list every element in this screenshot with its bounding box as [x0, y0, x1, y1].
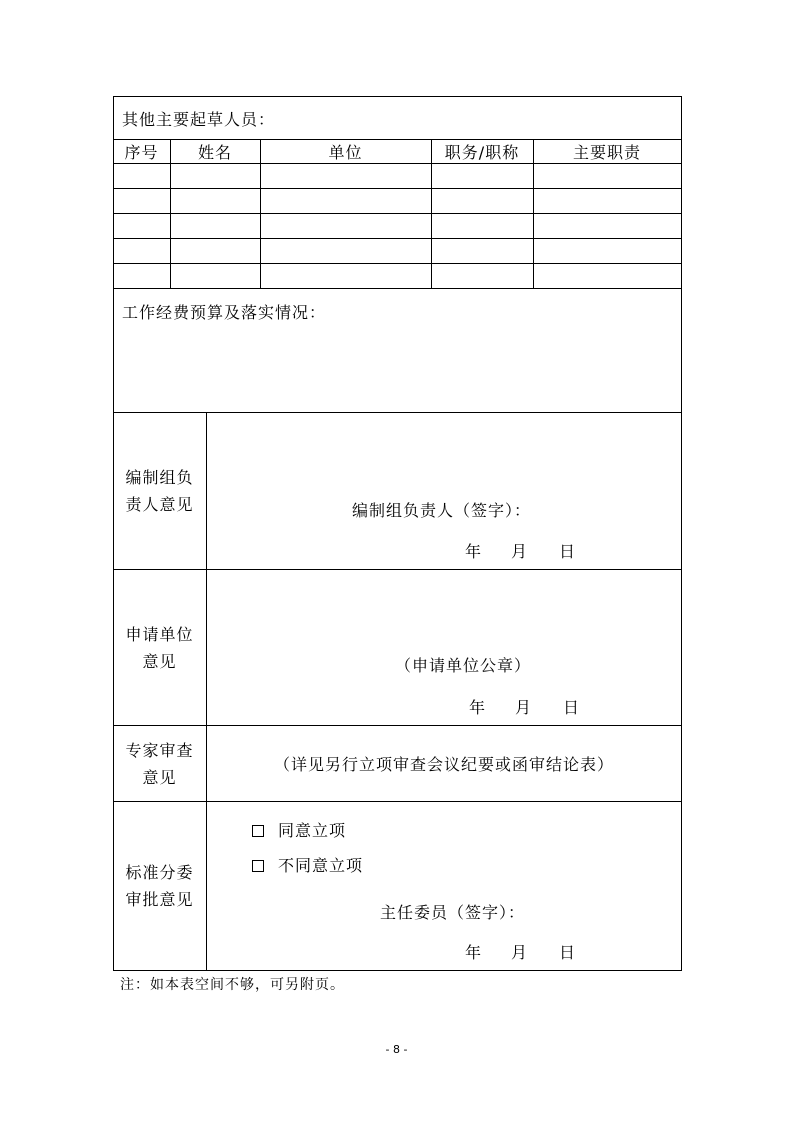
expert-label: 专家审查 意见	[125, 740, 194, 787]
table-row[interactable]	[114, 189, 681, 213]
applicant-date: 年 月 日	[469, 698, 581, 717]
agree-option[interactable]	[252, 818, 346, 841]
disagree-label: 不同意立项	[278, 856, 364, 875]
agree-checkbox[interactable]	[252, 825, 264, 837]
team-leader-label: 编制组负 责人意见	[125, 468, 194, 514]
applicant-seal-label: （申请单位公章）	[395, 656, 532, 675]
header-title: 职务/职称	[444, 143, 520, 162]
disagree-option[interactable]	[252, 853, 363, 876]
table-row[interactable]	[114, 239, 681, 263]
table-row[interactable]	[114, 264, 681, 288]
agree-label: 同意立项	[278, 821, 347, 840]
footnote: 注：如本表空间不够，可另附页。	[120, 977, 345, 993]
disagree-checkbox[interactable]	[252, 860, 264, 872]
team-leader-date: 年 月 日	[465, 542, 577, 561]
team-leader-sign-label: 编制组负责人（签字）：	[352, 501, 532, 520]
page-number: - 8 -	[385, 1043, 408, 1056]
committee-date: 年 月 日	[465, 943, 577, 962]
expert-content: （详见另行立项审查会议纪要或函审结论表）	[273, 755, 614, 774]
drafters-title: 其他主要起草人员：	[122, 109, 276, 129]
table-row[interactable]	[114, 164, 681, 188]
header-unit: 单位	[328, 143, 363, 162]
table-row[interactable]	[114, 214, 681, 238]
budget-field[interactable]	[114, 325, 681, 411]
committee-sign-label: 主任委员（签字）：	[380, 903, 526, 922]
header-name: 姓名	[197, 143, 232, 162]
header-duty: 主要职责	[572, 143, 641, 162]
budget-title: 工作经费预算及落实情况：	[122, 303, 327, 322]
applicant-label: 申请单位 意见	[125, 624, 194, 671]
header-seq: 序号	[124, 143, 159, 162]
committee-label: 标准分委 审批意见	[125, 863, 194, 909]
